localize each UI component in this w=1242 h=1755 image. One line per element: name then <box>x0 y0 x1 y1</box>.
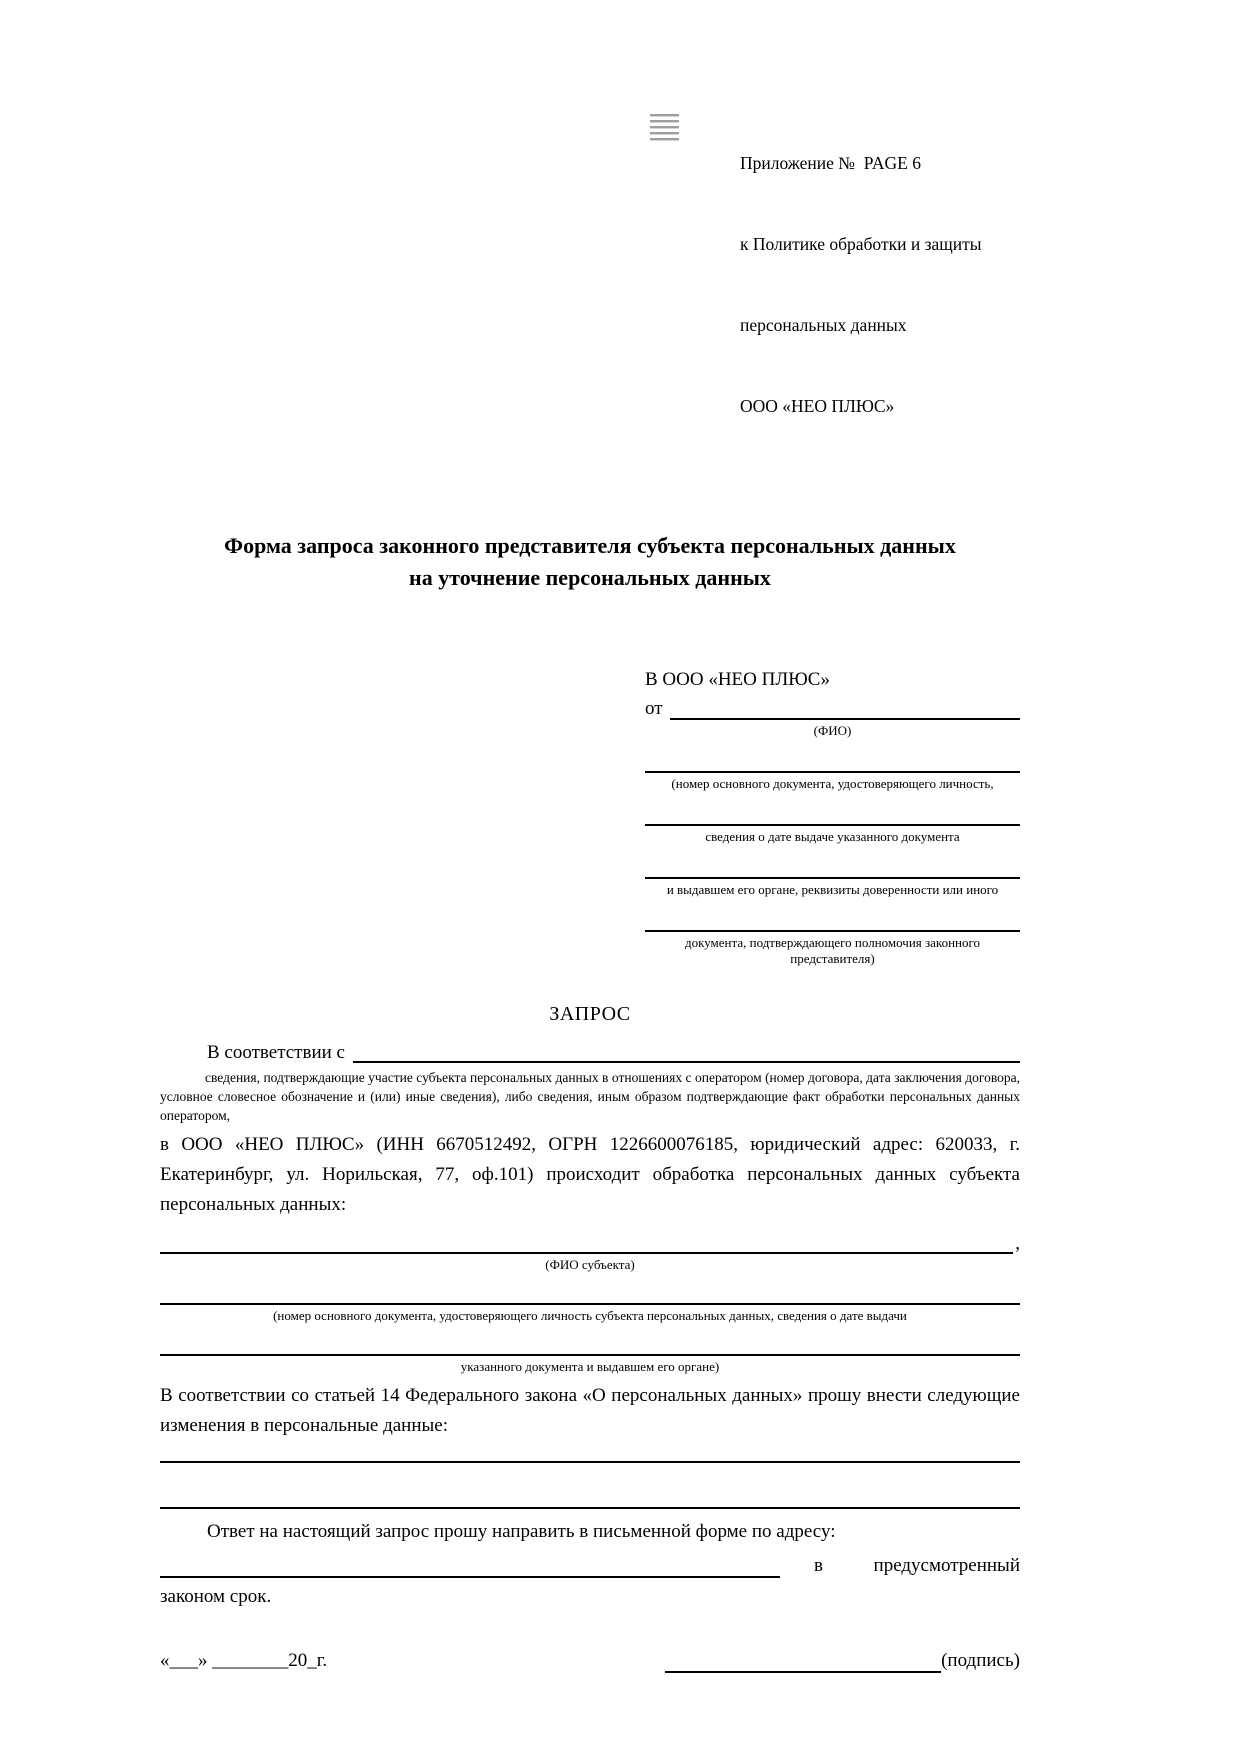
changes-blank-line2 <box>160 1505 1020 1509</box>
from-blank-line <box>670 718 1020 720</box>
accordance-note: сведения, подтверждающие участие субъекта персональных данных в отношениях с оператором (номер договора, дата заключения договора, условное словесное обозначение и (или) иные сведения), либо сведения, иным образом подтверждающие факт обработки персональных данных оператором, <box>160 1070 1020 1123</box>
appendix-line: к Политике обработки и защиты <box>740 234 982 254</box>
date-blank: «___» ________20_г. <box>160 1650 328 1671</box>
document-number-field <box>645 769 1020 792</box>
subject-fio-field-row <box>160 1230 1020 1254</box>
signature-blank-line <box>665 1651 941 1673</box>
blank-line <box>645 822 1020 826</box>
subject-document-blank-line2 <box>160 1352 1020 1356</box>
signature-field <box>665 1648 1020 1673</box>
reply-address-field-row <box>160 1553 1020 1578</box>
field-caption: документа, подтверждающего полномочия законного представителя) <box>684 935 981 966</box>
law-paragraph: В соответствии со статьей 14 Федерального закона «О персональных данных» прошу внести следующие изменения в персональные данные: <box>160 1385 1020 1436</box>
reply-tail: законом срок. <box>160 1586 272 1607</box>
field-caption: и выдавшем его органе, реквизиты доверенности или иного <box>666 882 999 897</box>
signature-row <box>160 1648 1020 1673</box>
subject-document-caption2: указанного документа и выдавшем его органе) <box>460 1359 720 1374</box>
reply-paragraph: Ответ на настоящий запрос прошу направить в письменной форме по адресу: <box>207 1521 836 1542</box>
document-content <box>0 96 1242 1673</box>
addressee-block <box>645 668 1020 967</box>
issue-date-field <box>645 822 1020 845</box>
blank-line <box>645 928 1020 932</box>
accordance-field-row <box>160 1040 1020 1065</box>
subject-fio-caption: (ФИО субъекта) <box>545 1257 635 1272</box>
appendix-line: ООО «НЕО ПЛЮС» <box>740 396 895 416</box>
blank-line <box>645 875 1020 879</box>
subject-line-comma: , <box>1015 1233 1020 1254</box>
subject-document-blank-line <box>160 1301 1020 1305</box>
field-code-marker-icon <box>650 114 679 144</box>
representative-authority-field <box>645 928 1020 967</box>
appendix-header <box>740 96 1020 474</box>
addressee-organization: В ООО «НЕО ПЛЮС» <box>645 669 830 690</box>
reply-word-predusmotrennyi: предусмотренный <box>873 1555 1020 1576</box>
issuing-authority-field <box>645 875 1020 898</box>
blank-line <box>645 769 1020 773</box>
field-caption: сведения о дате выдаче указанного документа <box>705 829 960 844</box>
accordance-prefix: В соответствии с <box>207 1042 345 1063</box>
reply-word-v: в <box>814 1555 823 1576</box>
field-caption: (номер основного документа, удостоверяющего личность, <box>671 776 994 791</box>
appendix-line: Приложение № PAGE 6 <box>740 153 921 173</box>
accordance-blank-line <box>353 1041 1020 1063</box>
changes-blank-line1 <box>160 1459 1020 1463</box>
subject-document-caption: (номер основного документа, удостоверяющего личность субъекта персональных данных, сведения о дате выдачи <box>273 1308 907 1323</box>
reply-address-blank-line <box>160 1556 780 1578</box>
subject-fio-blank-line <box>160 1230 1013 1254</box>
document-title-line1: Форма запроса законного представителя субъекта персональных данных <box>224 533 956 558</box>
operator-paragraph: в ООО «НЕО ПЛЮС» (ИНН 6670512492, ОГРН 1226600076185, юридический адрес: 620033, г. Екатеринбург, ул. Норильская, 77, оф.101) происходит обработка персональных данных субъекта персональных данных: <box>160 1134 1020 1215</box>
from-label: от <box>645 698 663 719</box>
fio-caption: (ФИО) <box>813 723 852 738</box>
request-heading: ЗАПРОС <box>549 1003 631 1025</box>
document-title-line2: на уточнение персональных данных <box>409 565 771 590</box>
appendix-line: персональных данных <box>740 315 907 335</box>
from-field-row <box>645 692 1020 720</box>
signature-caption: (подпись) <box>941 1650 1020 1671</box>
document-title <box>160 530 1020 594</box>
